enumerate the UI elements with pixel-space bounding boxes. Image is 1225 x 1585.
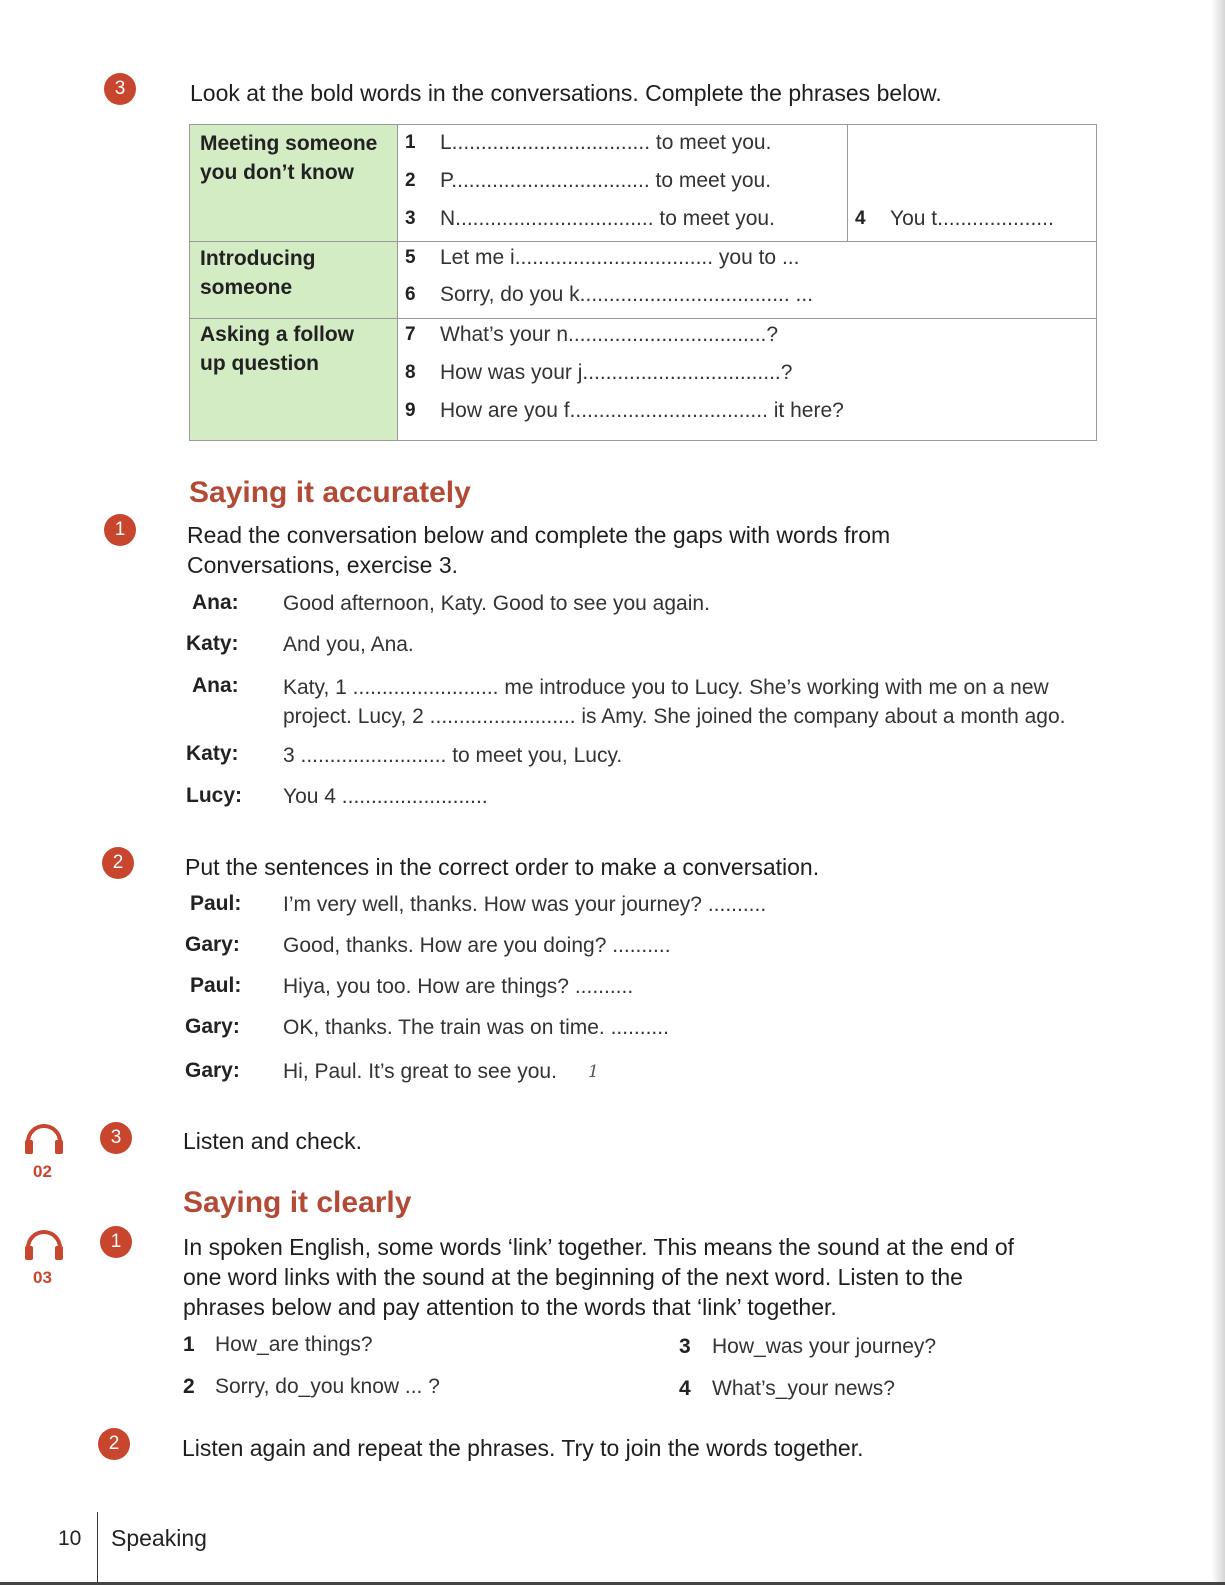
- item-number: 9: [405, 400, 416, 421]
- phrases-table: [189, 124, 1097, 441]
- item-text: L.................................. to meet you.: [440, 131, 772, 154]
- instruction-line: Conversations, exercise 3.: [187, 552, 459, 578]
- handwritten-answer: 1: [588, 1062, 599, 1082]
- item-text: How are you f.................................. it here?: [440, 399, 844, 422]
- item-number: 6: [405, 284, 416, 305]
- instruction-line: phrases below and pay attention to the words that ‘link’ together.: [183, 1294, 837, 1320]
- speaker-name: Katy:: [186, 632, 239, 655]
- dialogue-line: And you, Ana.: [283, 633, 414, 656]
- dialogue-line: I’m very well, thanks. How was your journey? ..........: [283, 893, 767, 916]
- exercise-number-badge: 3: [104, 73, 136, 105]
- speaker-name: Gary:: [185, 1015, 240, 1038]
- item-text: What’s your n..................................?: [440, 323, 779, 346]
- exercise-number-badge: 1: [104, 514, 136, 546]
- item-number: 1: [405, 132, 416, 153]
- item-text: Sorry, do you k.................................... ...: [440, 283, 814, 306]
- dialogue-line: Katy, 1 ......................... me introduce you to Lucy. She’s working with me on a new: [283, 676, 1049, 699]
- linking-phrase: What’s_your news?: [712, 1377, 895, 1400]
- linking-phrase: How_was your journey?: [712, 1335, 937, 1358]
- phrase-number: 4: [679, 1377, 691, 1400]
- audio-track-number: 03: [33, 1268, 52, 1287]
- headphones-icon: [22, 1116, 66, 1160]
- table-divider: [190, 318, 1096, 319]
- dialogue-line: project. Lucy, 2 ......................... is Amy. She joined the company about a month ago.: [283, 705, 1066, 728]
- speaker-name: Gary:: [185, 1059, 240, 1082]
- dialogue-line: Hi, Paul. It’s great to see you.: [283, 1060, 557, 1083]
- speaker-name: Gary:: [185, 933, 240, 956]
- item-number: 4: [855, 208, 866, 229]
- item-number: 7: [405, 324, 416, 345]
- speaker-name: Paul:: [190, 892, 242, 915]
- instruction-line: Read the conversation below and complete the gaps with words from: [187, 522, 891, 548]
- exercise-instruction: Listen and check.: [183, 1128, 363, 1154]
- exercise-instruction: [187, 520, 890, 580]
- instruction-line: one word links with the sound at the beginning of the next word. Listen to the: [183, 1264, 963, 1290]
- section-heading-clearly: Saying it clearly: [183, 1186, 412, 1219]
- speaker-name: Ana:: [192, 591, 239, 614]
- category-label: you don’t know: [200, 161, 354, 184]
- dialogue-line: Hiya, you too. How are things? ..........: [283, 975, 634, 998]
- item-text: N.................................. to meet you.: [440, 207, 775, 230]
- audio-track-number: 02: [33, 1162, 52, 1181]
- section-label: Speaking: [111, 1525, 207, 1551]
- phrase-number: 1: [183, 1333, 195, 1356]
- dialogue-line: Good, thanks. How are you doing? ..........: [283, 934, 671, 957]
- exercise-number-badge: 2: [102, 847, 134, 879]
- category-label: someone: [200, 276, 293, 299]
- category-follow-up: [200, 320, 354, 378]
- category-label: up question: [200, 352, 319, 375]
- category-meeting: [200, 129, 377, 187]
- item-text: How was your j..................................?: [440, 361, 793, 384]
- instruction-line: In spoken English, some words ‘link’ together. This means the sound at the end of: [183, 1234, 1015, 1260]
- item-text: Let me i.................................. you to ...: [440, 246, 800, 269]
- exercise-instruction: Listen again and repeat the phrases. Try to join the words together.: [182, 1435, 864, 1461]
- exercise-number-badge: 1: [100, 1226, 132, 1258]
- headphones-icon: [22, 1222, 66, 1266]
- phrase-number: 3: [679, 1335, 691, 1358]
- dialogue-line: 3 ......................... to meet you, Lucy.: [283, 744, 623, 767]
- linking-phrase: Sorry, do_you know ... ?: [215, 1375, 440, 1398]
- exercise-number-badge: 3: [100, 1122, 132, 1154]
- table-divider: [190, 241, 1096, 242]
- phrase-number: 2: [183, 1375, 195, 1398]
- dialogue-line: You 4 .........................: [283, 785, 488, 808]
- exercise-instruction: [183, 1232, 1014, 1322]
- exercise-number-badge: 2: [98, 1428, 130, 1460]
- exercise-instruction: Look at the bold words in the conversations. Complete the phrases below.: [190, 80, 942, 106]
- category-label: Meeting someone: [200, 132, 378, 155]
- speaker-name: Katy:: [186, 742, 239, 765]
- category-label: Introducing: [200, 247, 316, 270]
- item-text: You t....................: [890, 207, 1054, 230]
- page-edge-shadow: [1211, 0, 1225, 1585]
- item-number: 3: [405, 208, 416, 229]
- speaker-name: Paul:: [190, 974, 242, 997]
- item-number: 2: [405, 170, 416, 191]
- speaker-name: Ana:: [192, 674, 239, 697]
- dialogue-line: Good afternoon, Katy. Good to see you again.: [283, 592, 710, 615]
- page-number: 10: [58, 1527, 82, 1550]
- dialogue-line: OK, thanks. The train was on time. ..........: [283, 1016, 669, 1039]
- table-divider: [847, 125, 848, 241]
- speaker-name: Lucy:: [186, 784, 243, 807]
- category-introducing: [200, 244, 315, 302]
- linking-phrase: How_are things?: [215, 1333, 373, 1356]
- section-heading-accurately: Saying it accurately: [189, 476, 471, 509]
- category-label: Asking a follow: [200, 323, 355, 346]
- item-text: P.................................. to meet you.: [440, 169, 772, 192]
- item-number: 5: [405, 247, 416, 268]
- footer-divider: [97, 1512, 98, 1585]
- exercise-instruction: Put the sentences in the correct order to make a conversation.: [185, 854, 820, 880]
- item-number: 8: [405, 362, 416, 383]
